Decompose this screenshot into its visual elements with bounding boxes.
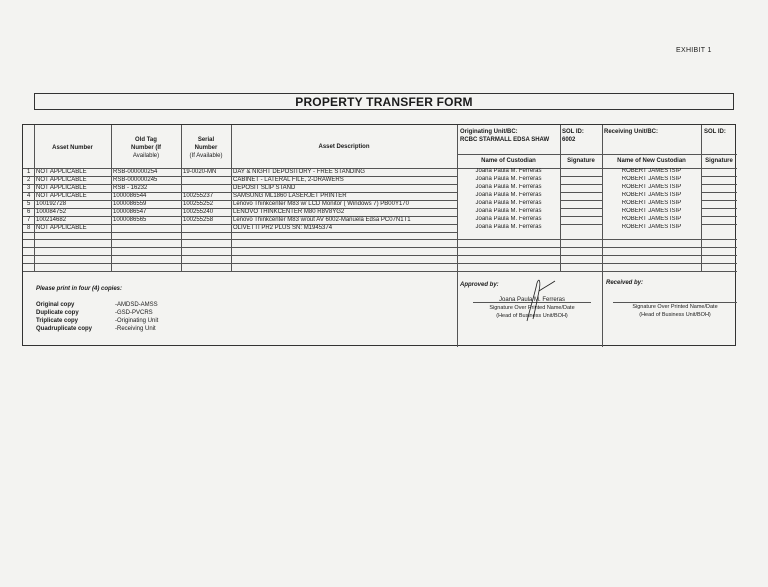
asset-description-cell: DAY & NIGHT DEPOSITORY - FREE STANDING	[233, 169, 365, 175]
copy-label: Original copy	[36, 302, 75, 308]
row-number: 4	[27, 193, 31, 199]
receiver-sig-line: Signature Over Printed Name/Date	[632, 304, 718, 310]
header-asset-number: Asset Number	[52, 145, 93, 151]
new-custodian-cell: ROBERT JAMES ISIP	[621, 224, 682, 230]
sol-id-value: 6002	[562, 137, 576, 143]
header-signature: Signature	[567, 158, 595, 164]
approver-sig-line: Signature Over Printed Name/Date	[489, 305, 575, 311]
custodian-cell: Joana Paula M. Ferreras	[475, 216, 542, 222]
custodian-cell: Joana Paula M. Ferreras	[475, 208, 542, 214]
copy-destination: -Receiving Unit	[115, 326, 156, 332]
custodian-cell: Joana Paula M. Ferreras	[475, 224, 542, 230]
asset-description-cell: Lenovo Thinkcenter M83 w/out AV 6002-Manuela Edsa PC07N1T1	[233, 217, 411, 223]
copy-label: Triplicate copy	[36, 318, 79, 324]
old-tag-cell: 1000086559	[113, 201, 147, 207]
transfer-form-table	[22, 124, 736, 346]
old-tag-cell: RSB-000000245	[113, 177, 158, 183]
asset-description-cell: CABINET - LATERAL FILE, 2-DRAWERS	[233, 177, 344, 183]
row-number: 1	[27, 169, 31, 175]
header-serial: Serial Number (If Available)	[189, 137, 223, 159]
row-number: 7	[27, 217, 31, 223]
originating-unit-value: RCBC STARMALL EDSA SHAW	[460, 137, 550, 143]
row-number: 6	[27, 209, 31, 215]
asset-number-cell: NOT APPLICABLE	[36, 193, 87, 199]
custodian-cell: Joana Paula M. Ferreras	[475, 200, 542, 206]
new-custodian-cell: ROBERT JAMES ISIP	[621, 184, 682, 190]
new-custodian-cell: ROBERT JAMES ISIP	[621, 208, 682, 214]
asset-description-cell: Lenovo Thinkcenter M83 w/ LCD Monitor ( Windows 7) PB00Y170	[233, 201, 409, 207]
header-new-custodian: Name of New Custodian	[617, 158, 686, 164]
approver-name: Joana Paula M. Ferreras	[498, 297, 566, 303]
custodian-cell: Joana Paula M. Ferreras	[475, 192, 542, 198]
copy-label: Quadruplicate copy	[36, 326, 93, 332]
row-number: 8	[27, 225, 31, 231]
receiver-role: (Head of Business Unit/BOH)	[639, 312, 711, 318]
row-number: 5	[27, 201, 31, 207]
custodian-cell: Joana Paula M. Ferreras	[475, 184, 542, 190]
header-sol-id: SOL ID:	[562, 129, 584, 135]
exhibit-label: EXHIBIT 1	[676, 47, 712, 54]
old-tag-cell: 1000086544	[113, 193, 147, 199]
approver-role: (Head of Business Unit/BOH)	[496, 313, 568, 319]
asset-number-cell: 100084752	[36, 209, 67, 215]
header-receiving-unit: Receiving Unit/BC:	[604, 129, 659, 135]
form-title: PROPERTY TRANSFER FORM	[34, 93, 734, 110]
approved-by-label: Approved by:	[460, 282, 499, 288]
old-tag-cell: RSB-000000254	[113, 169, 158, 175]
new-custodian-cell: ROBERT JAMES ISIP	[621, 200, 682, 206]
header-name-of-custodian: Name of Custodian	[481, 158, 536, 164]
serial-cell: 19-0020-MN	[183, 169, 217, 175]
serial-cell: 100255258	[183, 217, 214, 223]
header-receiving-sol-id: SOL ID:	[704, 129, 726, 135]
asset-number-cell: 100192728	[36, 201, 67, 207]
new-custodian-cell: ROBERT JAMES ISIP	[621, 216, 682, 222]
asset-description-cell: LENOVO THINKCENTER M80 R8V8YG2	[233, 209, 345, 215]
custodian-cell: Joana Paula M. Ferreras	[475, 176, 542, 182]
old-tag-cell: 1000086547	[113, 209, 147, 215]
asset-description-cell: OLIVETTI PR2 PLUS SN: M1945374	[233, 225, 333, 231]
received-by-label: Received by:	[606, 280, 644, 286]
old-tag-cell: 1000086565	[113, 217, 147, 223]
header-originating-unit: Originating Unit/BC:	[460, 129, 518, 135]
asset-number-cell: 100214682	[36, 217, 67, 223]
row-number: 3	[27, 185, 31, 191]
copy-destination: -Originating Unit	[115, 318, 159, 324]
row-number: 2	[27, 177, 31, 183]
custodian-cell: Joana Paula M. Ferreras	[475, 168, 542, 174]
serial-cell: 100255240	[183, 209, 214, 215]
header-old-tag: Old Tag Number (If Available)	[131, 137, 161, 159]
serial-cell: 100255252	[183, 201, 214, 207]
asset-description-cell: SAMSUNG ML1860 LASERJET PRINTER	[233, 193, 347, 199]
asset-number-cell: NOT APPLICABLE	[36, 185, 87, 191]
old-tag-cell: RSB - 16232	[113, 185, 148, 191]
copy-destination: -AMDSD-AMSS	[115, 302, 158, 308]
copy-destination: -GSD-PVCRS	[115, 310, 153, 316]
asset-number-cell: NOT APPLICABLE	[36, 177, 87, 183]
serial-cell: 100255237	[183, 193, 214, 199]
print-note: Please print in four (4) copies:	[36, 286, 123, 292]
header-asset-description: Asset Description	[318, 144, 370, 150]
new-custodian-cell: ROBERT JAMES ISIP	[621, 168, 682, 174]
asset-number-cell: NOT APPLICABLE	[36, 225, 87, 231]
new-custodian-cell: ROBERT JAMES ISIP	[621, 192, 682, 198]
asset-number-cell: NOT APPLICABLE	[36, 169, 87, 175]
header-signature-2: Signature	[705, 158, 733, 164]
new-custodian-cell: ROBERT JAMES ISIP	[621, 176, 682, 182]
copy-label: Duplicate copy	[36, 310, 79, 316]
asset-description-cell: DEPOSIT SLIP STAND	[233, 185, 296, 191]
